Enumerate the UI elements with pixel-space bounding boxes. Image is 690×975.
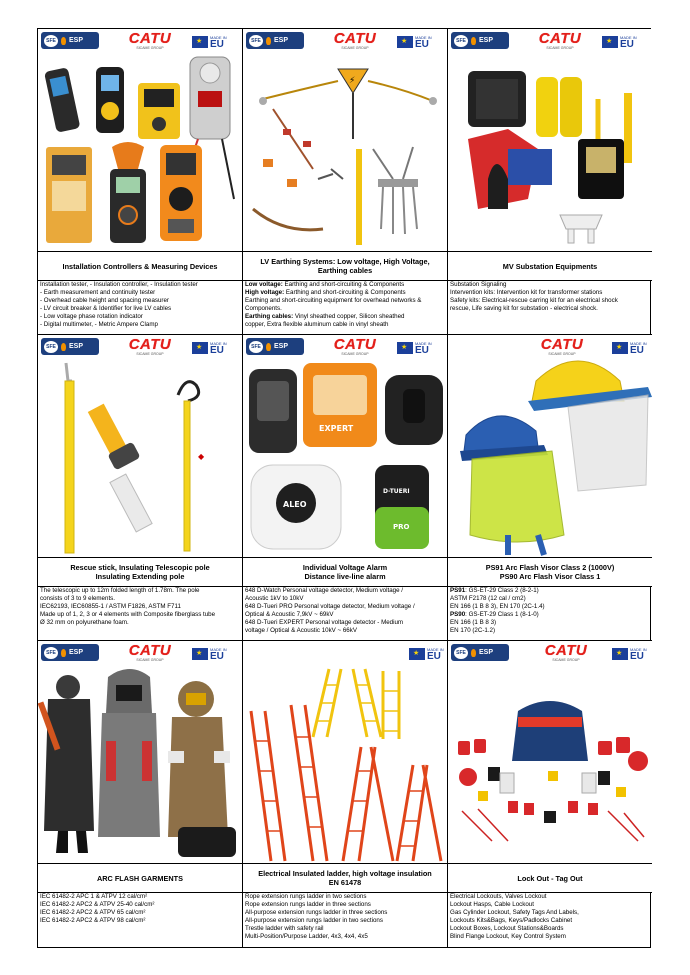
product-image [38, 641, 242, 863]
svg-text:◆: ◆ [198, 452, 205, 461]
cell-title: ARC FLASH GARMENTS [38, 863, 242, 893]
catu-logo: CATU SICAME GROUP [540, 336, 584, 356]
catu-logo: CATU SICAME GROUP [128, 30, 172, 50]
cell-title: Rescue stick, Insulating Telescopic pole Insulating Extending pole [38, 557, 242, 587]
cell-description: Substation Signaling Intervention kits: Intervention kit for transformer stations Safety kits: Electrical-rescue carring kit for an electrical shock rescue, Life saving kit for substation - electrical shock. [450, 281, 618, 313]
ladders-illustration [243, 641, 447, 863]
rescue-stick-illustration [38, 335, 242, 557]
made-in-eu-logo: ★ MADE IN EU [612, 339, 648, 357]
cell-title: Lock Out - Tag Out [448, 863, 652, 893]
cell-title: PS91 Arc Flash Visor Class 2 (1000V) PS90 Arc Flash Visor Class 1 [448, 557, 652, 587]
catu-logo: CATU SICAME GROUP [538, 30, 582, 50]
svg-text:EXPERT: EXPERT [319, 424, 354, 433]
sfe-esp-logo: SFE ESP [246, 32, 304, 49]
sfe-esp-logo: SFE ESP [451, 32, 509, 49]
product-image [243, 29, 447, 251]
made-in-eu-logo: ★ MADE IN EU [409, 645, 445, 663]
arc-flash-garments-illustration [38, 641, 242, 863]
sfe-esp-logo: SFE ESP [41, 644, 99, 661]
product-image [243, 641, 447, 863]
cell-arc-flash-visor [448, 335, 652, 641]
cell-description: 648 D-Watch Personal voltage detector, Medium voltage / Acoustic 1kV to 10kV 648 D-Tueri PRO Personal voltage detector, Medium voltage / Optical & Acoustic 7,9kV ~ 69kV 648 D-Tueri EXPERT Personal voltage detector - Medium voltage / Optical & Acoustic 10kV ~ 66kV [245, 587, 415, 635]
svg-text:PRO: PRO [393, 523, 410, 531]
cell-mv-substation [448, 29, 652, 335]
svg-text:D-TUERI: D-TUERI [383, 488, 410, 495]
made-in-eu-logo: ★ MADE IN EU [612, 645, 648, 663]
sfe-esp-logo: SFE ESP [246, 338, 304, 355]
cell-lock-out-tag-out [448, 641, 652, 947]
svg-text:ALEO: ALEO [283, 500, 307, 509]
catu-logo: CATU SICAME GROUP [544, 642, 588, 662]
cell-title: MV Substation Equipments [448, 251, 652, 281]
cell-description: Installation tester, - Insulation controller, - Insulation tester - Earth measurement and continuity tester - Overhead cable height and spacing measurer - LV circuit breaker & Identifier for live LV cables - Low voltage phase rotation indicator - Digital multimeter, - Metric Ampere Clamp [40, 281, 198, 329]
product-image [38, 335, 242, 557]
catu-logo: CATU SICAME GROUP [333, 30, 377, 50]
cell-arc-flash-garments [38, 641, 243, 947]
cell-title: Individual Voltage Alarm Distance live-line alarm [243, 557, 447, 587]
cell-title: Installation Controllers & Measuring Devices [38, 251, 242, 281]
cell-voltage-alarm [243, 335, 448, 641]
measuring-devices-illustration [38, 29, 242, 251]
cell-rescue-stick [38, 335, 243, 641]
svg-text:⚡: ⚡ [349, 76, 356, 86]
cell-description: Electrical Lockouts, Valves Lockout Lockout Hasps, Cable Lockout Gas Cylinder Lockout, Safety Tags And Labels, Lockouts Kits&Bags, Keys/Padlocks Cabinet Lockout Boxes, Lockout Stations&Boards Blind Flange Lockout, Key Control System [450, 893, 579, 941]
catu-logo: CATU SICAME GROUP [333, 336, 377, 356]
catu-logo: CATU SICAME GROUP [128, 336, 172, 356]
product-grid [38, 29, 650, 947]
cell-description: Low voltage: Earthing and short-circuiting & Components High voltage: Earthing and short-circuiting & Components Earthing and short-circuiting equipment for overhead networks & Components. Earthing cables: Vinyl sheathed copper, Silicon sheathed copper, Extra flexible aluminum cable in vinyl sheath [245, 281, 422, 329]
cell-insulated-ladder [243, 641, 448, 947]
cell-description: Rope extension rungs ladder in two sections Rope extension rungs ladder in three sections All-purpose extension rungs ladder in three sections All-purpose extension rungs ladder in two sections Trestle ladder with safety rail Multi-Position/Purpose Ladder, 4x3, 4x4, 4x5 [245, 893, 388, 941]
made-in-eu-logo: ★ MADE IN EU [192, 339, 228, 357]
sfe-esp-logo: SFE ESP [451, 644, 509, 661]
made-in-eu-logo: ★ MADE IN EU [397, 339, 433, 357]
cell-title: Electrical Insulated ladder, high voltage insulation EN 61478 [243, 863, 447, 893]
substation-kit-illustration [448, 29, 652, 251]
made-in-eu-logo: ★ MADE IN EU [602, 33, 638, 51]
lockout-kit-illustration [448, 641, 652, 863]
cell-installation-controllers [38, 29, 243, 335]
sfe-esp-logo: SFE ESP [41, 338, 99, 355]
product-image [448, 335, 652, 557]
earthing-systems-illustration [243, 29, 447, 251]
cell-lv-earthing-systems [243, 29, 448, 335]
cell-description: PS91: GS-ET-29 Class 2 (8-2-1) ASTM F2178 (12 cal / cm2) EN 166 (1 B 8 3), EN 170 (2C-1.4) PS90: GS-ET-29 Class 1 (8-1-0) EN 166 (1 B 8 3) EN 170 (2C-1.2) [450, 587, 545, 635]
arc-flash-visor-illustration [448, 335, 652, 557]
catu-logo: CATU SICAME GROUP [128, 642, 172, 662]
made-in-eu-logo: ★ MADE IN EU [192, 645, 228, 663]
catalog-sheet [37, 28, 651, 948]
made-in-eu-logo: ★ MADE IN EU [192, 33, 228, 51]
made-in-eu-logo: ★ MADE IN EU [397, 33, 433, 51]
product-image [448, 641, 652, 863]
cell-title: LV Earthing Systems: Low voltage, High Voltage, Earthing cables [243, 251, 447, 281]
sfe-esp-logo: SFE ESP [41, 32, 99, 49]
product-image [448, 29, 652, 251]
product-image [243, 335, 447, 557]
product-image [38, 29, 242, 251]
cell-description: The telescopic up to 12m folded length of 1.78m. The pole consists of 3 to 9 elements. IEC62193, IEC60855-1 / ASTM F1826, ASTM F711 Made up of 1, 2, 3 or 4 elements with Composite fiberglass tube Ø 32 mm on polyurethane foam. [40, 587, 216, 627]
voltage-alarm-illustration [243, 335, 447, 557]
cell-description: IEC 61482-2 APC 1 & ATPV 12 cal/cm² IEC 61482-2 APC2 & ATPV 25-40 cal/cm² IEC 61482-2 APC2 & ATPV 65 cal/cm² IEC 61482-2 APC2 & ATPV 98 cal/cm² [40, 893, 155, 925]
